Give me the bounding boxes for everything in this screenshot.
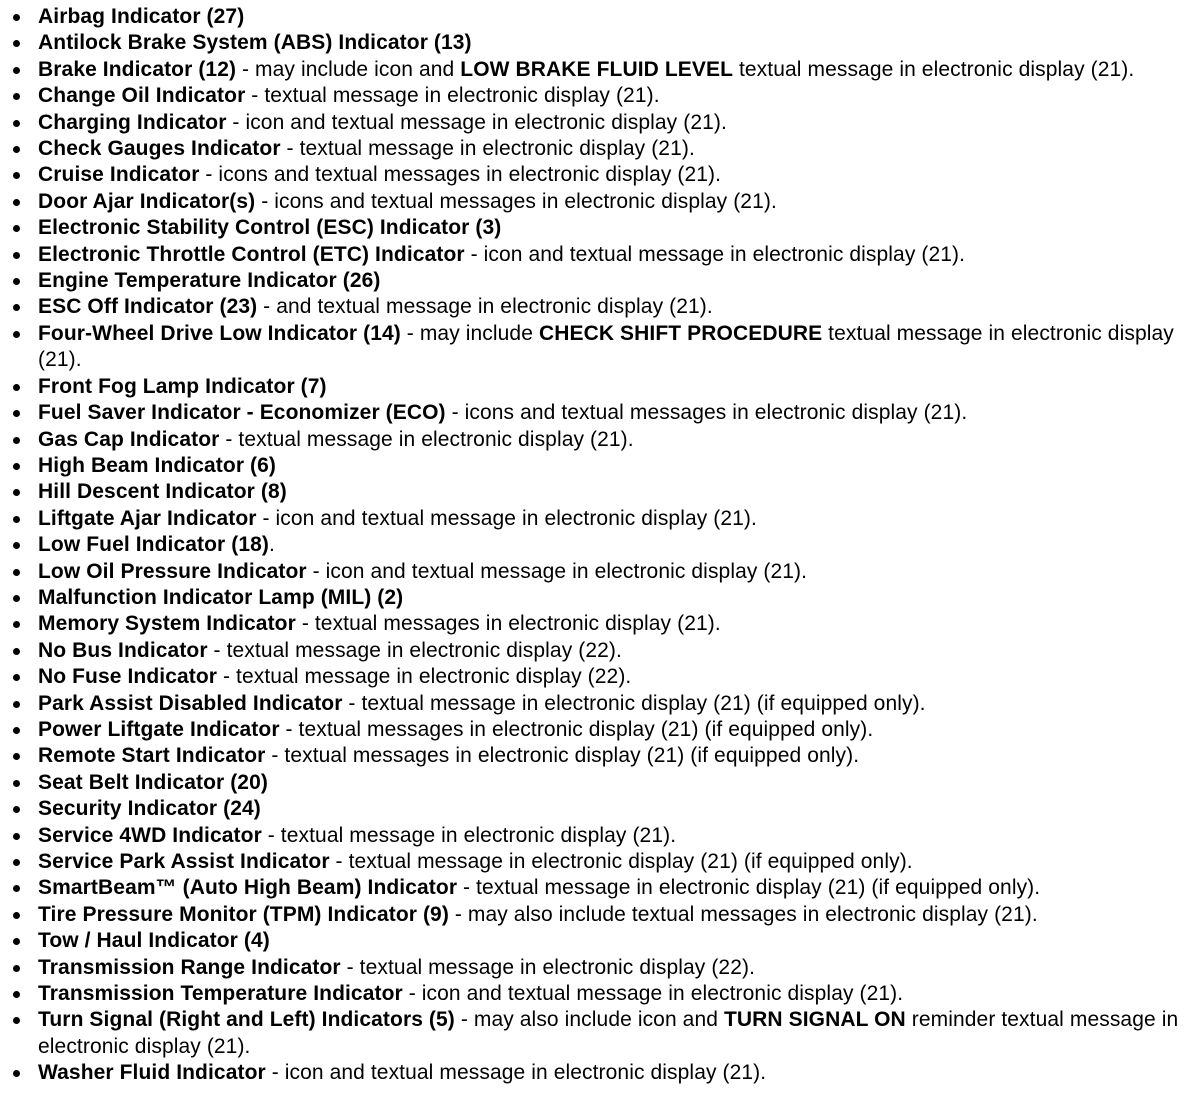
indicator-description: - icons and textual messages in electronic display (21).: [255, 189, 777, 213]
indicator-description: - textual message in electronic display (22).: [217, 665, 632, 689]
list-item: [0, 162, 1200, 188]
indicator-term: Low Oil Pressure Indicator: [38, 559, 307, 583]
indicator-term: Liftgate Ajar Indicator: [38, 506, 257, 530]
list-item: [0, 823, 1200, 849]
list-item: [0, 479, 1200, 505]
indicator-term: High Beam Indicator (6): [38, 453, 276, 477]
list-item: [0, 532, 1200, 558]
indicator-term: Cruise Indicator: [38, 163, 200, 187]
list-item: [0, 664, 1200, 690]
list-item: [0, 1007, 1200, 1060]
indicator-term: Brake Indicator (12): [38, 57, 237, 81]
list-item: [0, 268, 1200, 294]
indicator-term: LOW BRAKE FLUID LEVEL: [460, 57, 734, 81]
list-item: [0, 83, 1200, 109]
list-item: [0, 611, 1200, 637]
indicator-term: CHECK SHIFT PROCEDURE: [538, 321, 823, 345]
indicator-term: Tire Pressure Monitor (TPM) Indicator (9): [38, 902, 449, 926]
indicator-description: - icon and textual message in electronic display (21).: [265, 1061, 767, 1085]
indicator-description: - textual message in electronic display (21).: [280, 137, 695, 161]
indicator-description: - icons and textual messages in electronic display (21).: [199, 163, 722, 187]
indicator-term: Airbag Indicator (27): [38, 5, 245, 28]
indicator-term: No Bus Indicator: [38, 638, 208, 662]
list-item: [0, 30, 1200, 56]
list-item: [0, 902, 1200, 928]
list-item: [0, 453, 1200, 479]
indicator-term: Front Fog Lamp Indicator (7): [38, 374, 327, 398]
indicator-description: textual message in electronic display (21).: [38, 321, 1174, 372]
list-item: [0, 189, 1200, 215]
list-item: [0, 691, 1200, 717]
list-item: [0, 321, 1200, 374]
indicator-description: - icon and textual message in electronic display (21).: [256, 506, 757, 530]
indicator-description: - icon and textual message in electronic display (21).: [402, 982, 904, 1006]
list-item: [0, 400, 1200, 426]
indicator-description: - icons and textual messages in electronic display (21).: [445, 401, 968, 425]
list-item: [0, 506, 1200, 532]
indicator-term: SmartBeam™ (Auto High Beam) Indicator: [38, 876, 458, 900]
indicator-description: - icon and textual message in electronic display (21).: [226, 110, 727, 134]
indicator-term: Charging Indicator: [38, 110, 227, 134]
indicator-description: reminder textual message in electronic display (21).: [38, 1008, 1179, 1058]
indicator-term: Washer Fluid Indicator: [38, 1061, 266, 1085]
indicator-description: - may include icon and: [236, 57, 461, 81]
indicator-term: Change Oil Indicator: [38, 84, 246, 108]
indicator-term: Electronic Stability Control (ESC) Indicator (3): [38, 216, 502, 240]
indicator-term: Security Indicator (24): [38, 797, 261, 821]
list-item: [0, 849, 1200, 875]
indicator-term: Engine Temperature Indicator (26): [38, 269, 381, 293]
indicator-description: .: [268, 533, 275, 557]
indicator-term: Check Gauges Indicator: [38, 137, 281, 161]
indicator-term: Tow / Haul Indicator (4): [38, 929, 270, 953]
list-item: [0, 955, 1200, 981]
indicator-description: - textual messages in electronic display (21) (if equipped only).: [265, 744, 860, 768]
list-item: [0, 57, 1200, 83]
indicator-term: Door Ajar Indicator(s): [38, 189, 256, 213]
indicator-term: No Fuse Indicator: [38, 665, 218, 689]
indicator-term: Transmission Range Indicator: [38, 955, 341, 979]
list-item: [0, 294, 1200, 320]
list-item: [0, 717, 1200, 743]
indicator-term: Electronic Throttle Control (ETC) Indicator: [38, 242, 465, 266]
indicator-term: Antilock Brake System (ABS) Indicator (13): [38, 31, 472, 55]
list-item: [0, 585, 1200, 611]
indicator-term: Service Park Assist Indicator: [38, 850, 330, 873]
indicator-description: - textual messages in electronic display (21) (if equipped only).: [279, 717, 874, 741]
indicator-term: Hill Descent Indicator (8): [38, 480, 287, 504]
list-item: [0, 4, 1200, 30]
indicator-term: Power Liftgate Indicator: [38, 717, 280, 741]
indicator-term: Park Assist Disabled Indicator: [38, 691, 343, 715]
indicator-description: - textual message in electronic display (21) (if equipped only).: [329, 850, 913, 873]
indicator-term: Low Fuel Indicator (18): [38, 533, 269, 557]
list-item: [0, 928, 1200, 954]
indicator-description: - may also include icon and: [454, 1008, 724, 1032]
indicator-description: - may also include textual messages in electronic display (21).: [448, 902, 1038, 926]
indicator-description: textual message in electronic display (21).: [733, 57, 1135, 81]
list-item: [0, 242, 1200, 268]
indicator-term: Gas Cap Indicator: [38, 427, 220, 451]
indicator-description: - icon and textual message in electronic display (21).: [464, 242, 966, 266]
indicator-description: - textual message in electronic display (21).: [219, 427, 634, 451]
indicator-term: ESC Off Indicator (23): [38, 295, 258, 319]
indicator-description: - may include: [400, 321, 539, 345]
indicator-description: - textual message in electronic display (21).: [245, 84, 660, 108]
indicator-term: Memory System Indicator: [38, 612, 296, 636]
list-item: [0, 1060, 1200, 1086]
indicator-term: TURN SIGNAL ON: [723, 1008, 906, 1032]
list-item: [0, 743, 1200, 769]
list-item: [0, 559, 1200, 585]
list-item: [0, 981, 1200, 1007]
list-item: [0, 136, 1200, 162]
indicator-description: - textual message in electronic display (21) (if equipped only).: [342, 691, 926, 715]
indicator-description: - icon and textual message in electronic display (21).: [306, 559, 808, 583]
list-item: [0, 110, 1200, 136]
indicator-term: Fuel Saver Indicator - Economizer (ECO): [38, 401, 446, 425]
list-item: [0, 215, 1200, 241]
indicator-description: - and textual message in electronic display (21).: [257, 295, 713, 319]
list-item: [0, 796, 1200, 822]
list-item: [0, 427, 1200, 453]
indicator-term: Remote Start Indicator: [38, 744, 266, 768]
indicator-description: - textual messages in electronic display (21).: [295, 612, 721, 636]
indicator-description: - textual message in electronic display (22).: [207, 638, 622, 662]
indicator-description: - textual message in electronic display (22).: [340, 955, 756, 979]
indicator-term: Seat Belt Indicator (20): [38, 770, 268, 794]
list-item: [0, 374, 1200, 400]
indicator-term: Turn Signal (Right and Left) Indicators (5): [38, 1008, 455, 1032]
list-item: [0, 770, 1200, 796]
indicator-term: Malfunction Indicator Lamp (MIL) (2): [38, 585, 404, 609]
list-item: [0, 638, 1200, 664]
list-item: [0, 875, 1200, 901]
indicator-term: Service 4WD Indicator: [38, 823, 262, 847]
indicator-description: - textual message in electronic display (21).: [261, 823, 677, 847]
indicator-description: - textual message in electronic display (21) (if equipped only).: [457, 876, 1041, 900]
indicator-term: Four-Wheel Drive Low Indicator (14): [38, 321, 401, 345]
indicator-term: Transmission Temperature Indicator: [38, 982, 403, 1006]
